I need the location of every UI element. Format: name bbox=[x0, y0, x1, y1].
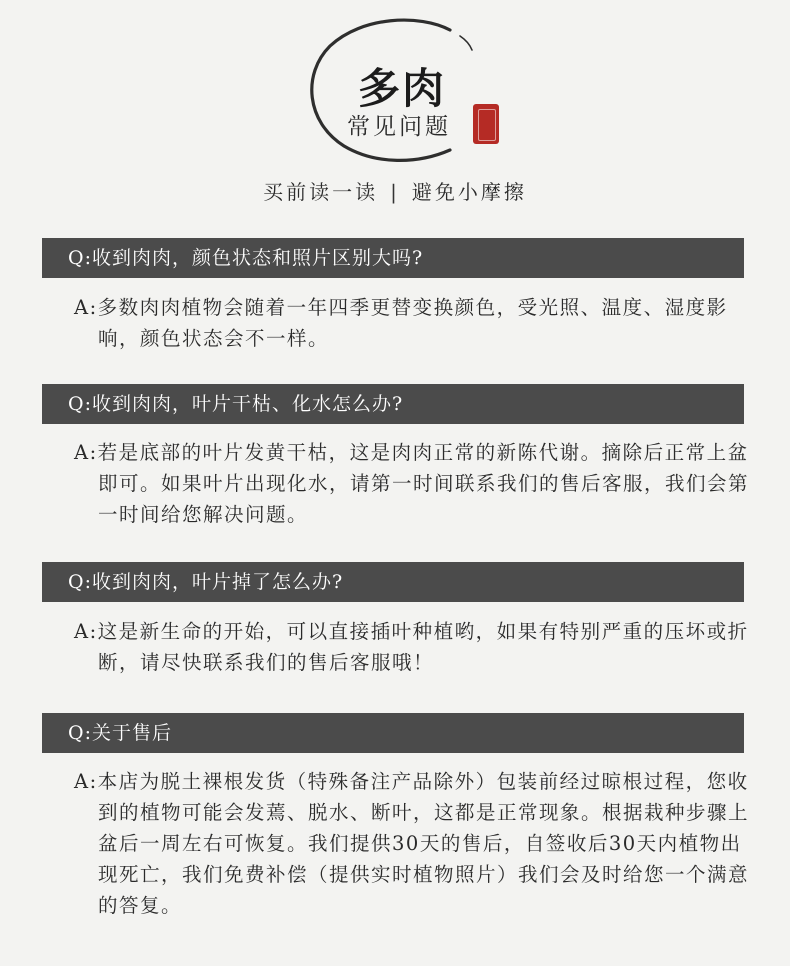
faq-answer-4: A:本店为脱土裸根发货（特殊备注产品除外）包装前经过晾根过程，您收到的植物可能会发蔫、脱水、断叶，这都是正常现象。根据栽种步骤上盆后一周左右可恢复。我们提供30天的售后，自签收后30天内植物出现死亡，我们免费补偿（提供实时植物照片）我们会及时给您一个满意的答复。 bbox=[74, 770, 750, 917]
page-subtitle: 常见问题 bbox=[347, 114, 451, 140]
faq-question-3: Q:收到肉肉，叶片掉了怎么办? bbox=[42, 562, 744, 602]
faq-answer-2: A:若是底部的叶片发黄干枯，这是肉肉正常的新陈代谢。摘除后正常上盆即可。如果叶片出现化水，请第一时间联系我们的售后客服，我们会第一时间给您解决问题。 bbox=[74, 441, 750, 526]
page-title: 多肉 bbox=[358, 64, 447, 113]
red-seal-stamp bbox=[473, 104, 499, 144]
faq-answer-3: A:这是新生命的开始，可以直接插叶种植哟，如果有特别严重的压坏或折断，请尽快联系我们的售后客服哦！ bbox=[74, 620, 749, 674]
tagline bbox=[0, 176, 790, 205]
tagline-separator: | bbox=[390, 180, 400, 204]
tagline-right: 避免小摩擦 bbox=[411, 180, 527, 204]
faq-question-1: Q:收到肉肉，颜色状态和照片区别大吗? bbox=[42, 238, 744, 278]
faq-question-4: Q:关于售后 bbox=[42, 713, 744, 753]
faq-question-2: Q:收到肉肉，叶片干枯、化水怎么办? bbox=[42, 384, 744, 424]
header-emblem bbox=[300, 18, 500, 163]
tagline-left: 买前读一读 bbox=[263, 180, 379, 204]
faq-answer-1: A:多数肉肉植物会随着一年四季更替变换颜色，受光照、温度、湿度影响，颜色状态会不一样。 bbox=[74, 296, 728, 350]
